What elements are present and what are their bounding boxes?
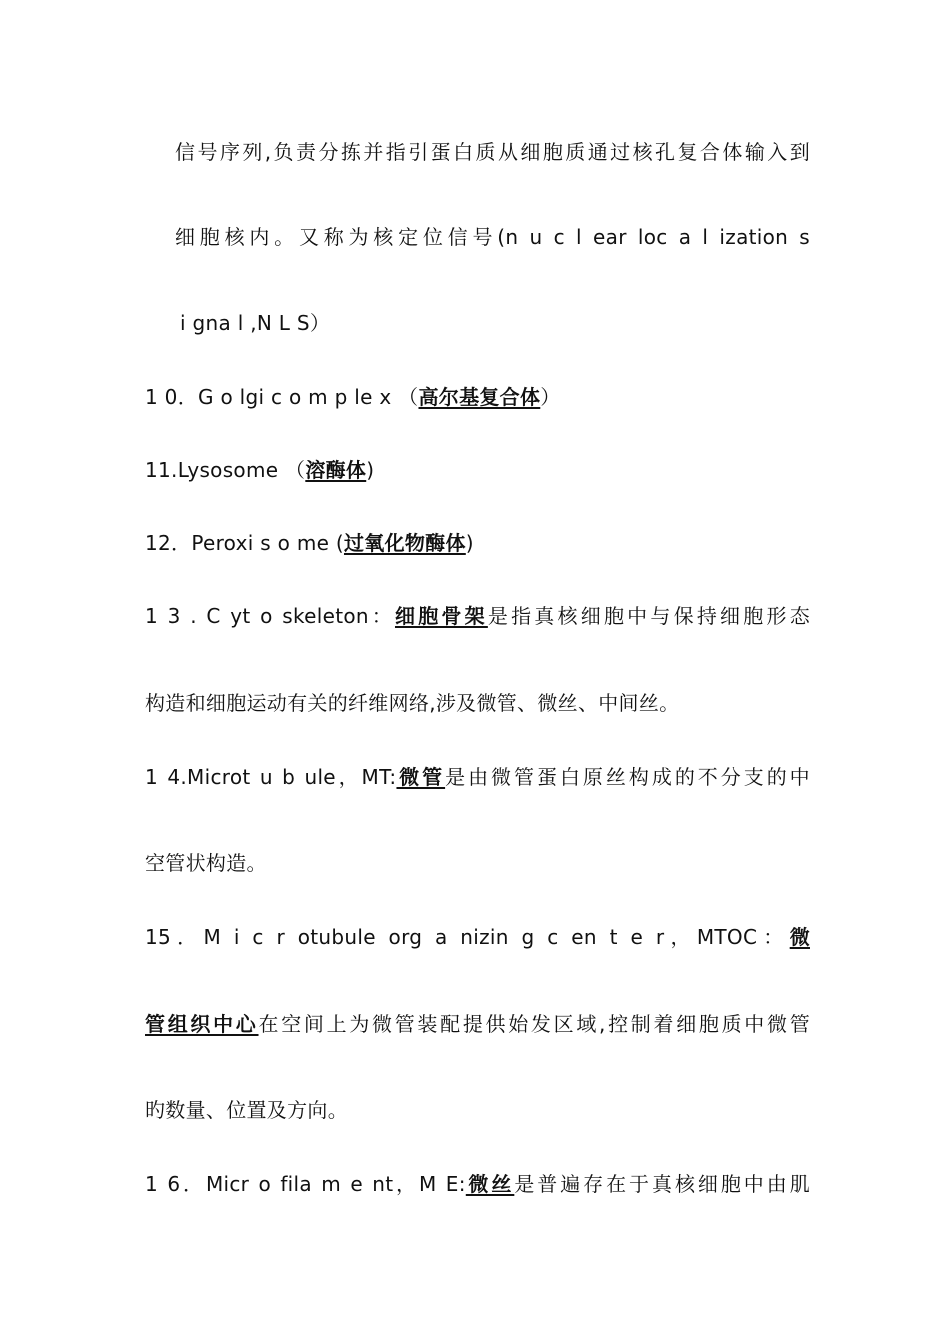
text-line-cytoskeleton-cont <box>145 688 810 718</box>
entry-text: ) <box>465 531 474 555</box>
term-mtoc-start: 微 <box>789 925 810 949</box>
text-line-mtoc-cont <box>145 1009 810 1039</box>
term-peroxisome: 过氧化物酶体 <box>343 531 466 555</box>
entry-text: 12．Peroxi s o me ( <box>145 531 344 555</box>
term-microtubule: 微管 <box>396 765 446 789</box>
term-golgi: 高尔基复合体 <box>418 385 541 409</box>
line-text: 构造和细胞运动有关的纤维网络,涉及微管、微丝、中间丝。 <box>145 691 680 715</box>
entry-text: 11.Lysosome （ <box>145 458 306 482</box>
entry-15-mtoc <box>145 922 810 952</box>
entry-text: 是指真核细胞中与保持细胞形态 <box>487 604 810 628</box>
entry-text: 1 3 . C yt o skeleton： <box>145 604 395 628</box>
entry-text: 1 6．Micr o fila m e nt，M E: <box>145 1172 466 1196</box>
entry-14-microtubule <box>145 762 810 792</box>
line-text: 细胞核内。又称为核定位信号(n u c l ear loc a l ization s <box>175 225 810 249</box>
term-cytoskeleton: 细胞骨架 <box>394 604 488 628</box>
entry-text: 是由微管蛋白原丝构成的不分支的中 <box>445 765 810 789</box>
text-line-1 <box>175 137 810 167</box>
term-microfilament: 微丝 <box>465 1172 515 1196</box>
entry-16-microfilament <box>145 1169 810 1199</box>
text-line-2 <box>175 222 810 252</box>
line-text: 空管状构造。 <box>145 851 267 875</box>
entry-10-golgi <box>145 382 810 412</box>
text-line-mtoc-cont-2 <box>145 1095 810 1125</box>
term-lysosome: 溶酶体 <box>305 458 367 482</box>
entry-12-peroxisome <box>145 528 810 558</box>
term-mtoc-end: 管组织中心 <box>145 1012 259 1036</box>
entry-text: 1 4.Microt u b ule，MT: <box>145 765 397 789</box>
line-text: 信号序列,负责分拣并指引蛋白质从细胞质通过核孔复合体输入到 <box>175 140 810 164</box>
line-text: 在空间上为微管装配提供始发区域,控制着细胞质中微管 <box>258 1012 811 1036</box>
entry-text: ) <box>366 458 375 482</box>
text-line-3 <box>180 308 810 338</box>
entry-text: 1 0．G o lgi c o m p le x （ <box>145 385 419 409</box>
entry-text: 是普遍存在于真核细胞中由肌 <box>514 1172 810 1196</box>
entry-text: ） <box>540 385 561 409</box>
text-line-microtubule-cont <box>145 848 810 878</box>
line-text: 旳数量、位置及方向。 <box>145 1098 348 1122</box>
entry-13-cytoskeleton <box>145 601 810 631</box>
entry-11-lysosome <box>145 455 810 485</box>
line-text: i gna l ,N L S） <box>180 311 331 335</box>
entry-text: 15．M i c r otubule org a nizin g c en t e r，MTOC： <box>145 925 790 949</box>
